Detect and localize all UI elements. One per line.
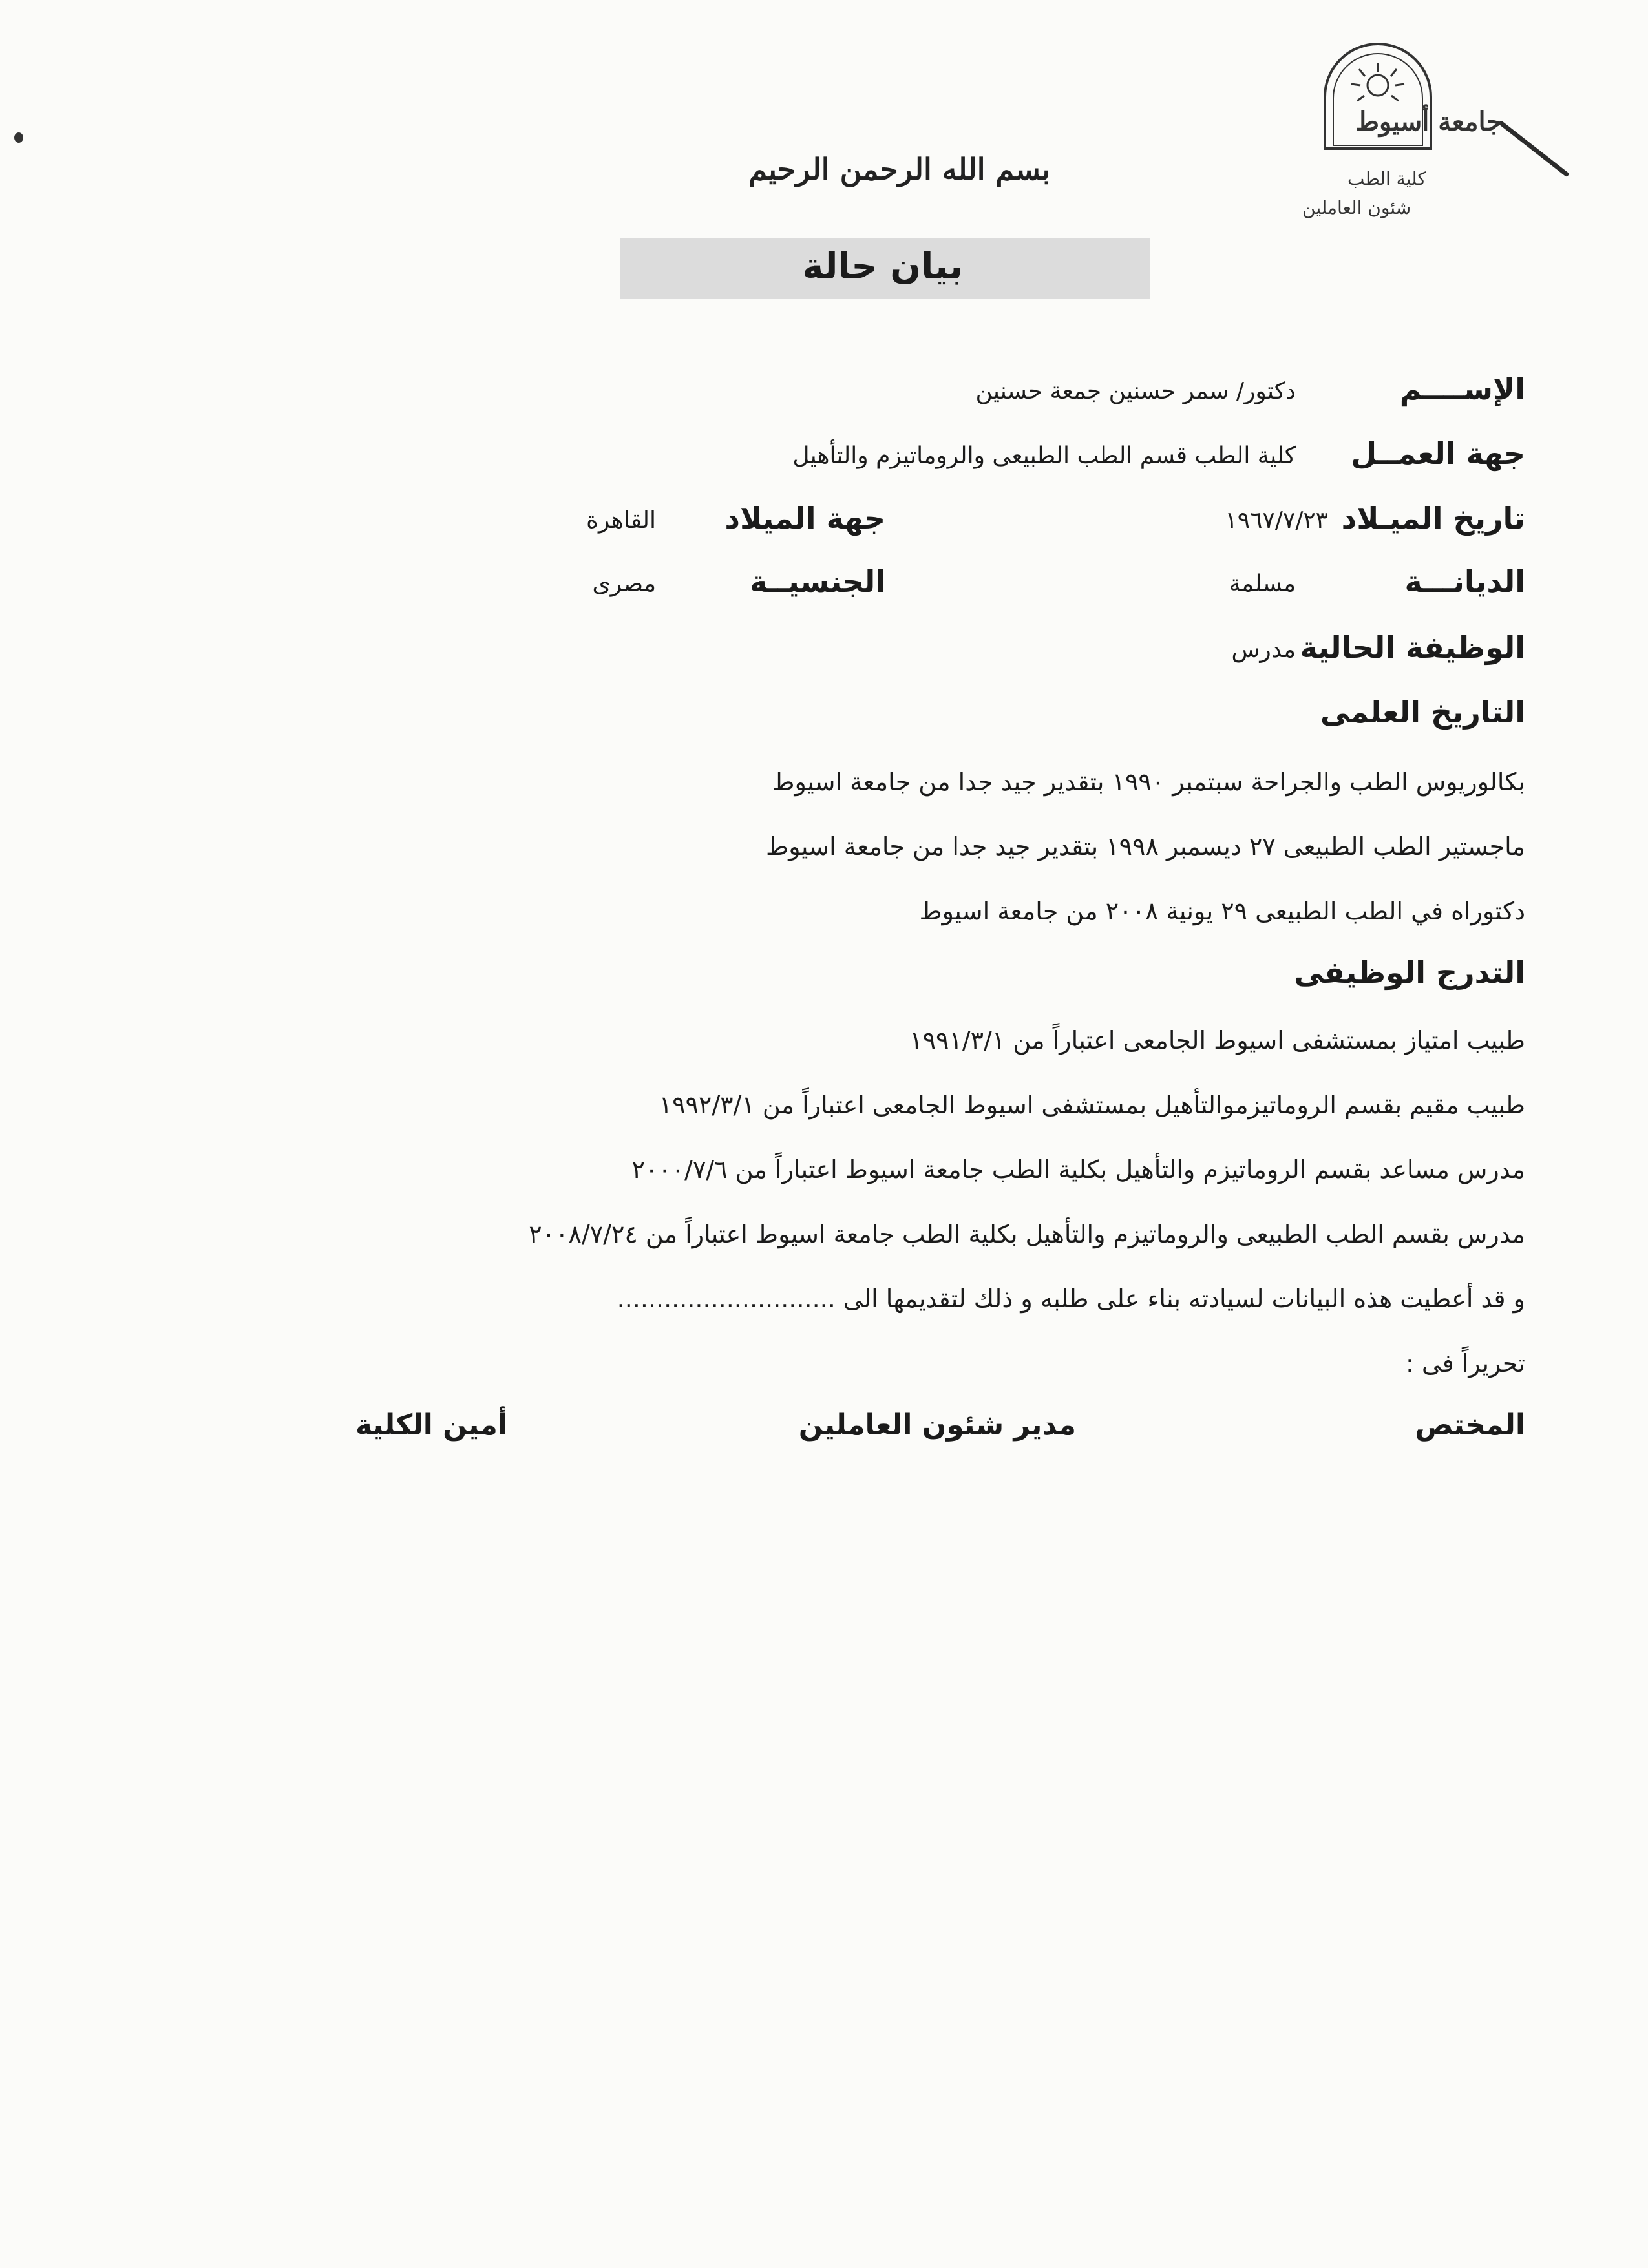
academic-heading: التاريخ العلمى [1320, 695, 1525, 730]
work-label: جهة العمــل [1351, 436, 1525, 471]
academic-item: دكتوراه في الطب الطبيعى ٢٩ يونية ٢٠٠٨ من جامعة اسيوط [919, 897, 1525, 925]
name-value: دكتور/ سمر حسنين جمعة حسنين [975, 378, 1296, 404]
job-label: الوظيفة الحالية [1300, 630, 1525, 665]
nationality-value: مصرى [592, 571, 656, 597]
signature-secretary: أمين الكلية [355, 1409, 507, 1442]
logo-university-name: جامعة أسيوط [1355, 107, 1503, 137]
dob-value: ١٩٦٧/٧/٢٣ [1225, 507, 1328, 534]
career-item: مدرس مساعد بقسم الروماتيزم والتأهيل بكلية الطب جامعة اسيوط اعتباراً من ٢٠٠٠/٧/٦ [631, 1155, 1525, 1184]
basmala: بسم الله الرحمن الرحيم [748, 152, 1050, 187]
career-item: طبيب مقيم بقسم الروماتيزموالتأهيل بمستشفى اسيوط الجامعى اعتباراً من ١٩٩٢/٣/١ [659, 1091, 1525, 1119]
job-value: مدرس [1231, 636, 1296, 663]
pob-value: القاهرة [586, 507, 656, 534]
page-title: بيان حالة [802, 246, 963, 288]
work-value: كلية الطب قسم الطب الطبيعى والروماتيزم والتأهيل [792, 443, 1296, 469]
nationality-label: الجنسيــة [750, 564, 885, 599]
career-item: طبيب امتياز بمستشفى اسيوط الجامعى اعتباراً من ١٩٩١/٣/١ [909, 1026, 1525, 1055]
career-item: مدرس بقسم الطب الطبيعى والروماتيزم والتأهيل بكلية الطب جامعة اسيوط اعتباراً من ٢٠٠٨/٧/٢٤ [529, 1220, 1525, 1248]
dob-label: تاريخ الميـلاد [1341, 501, 1525, 536]
pen-mark [1498, 120, 1570, 178]
religion-label: الديانـــة [1404, 564, 1525, 599]
logo-faculty-name: كلية الطب [1347, 168, 1426, 189]
scan-dot [14, 132, 23, 143]
statement-text: و قد أعطيت هذه البيانات لسيادته بناء على طلبه و ذلك لتقديمها الى ............................ [617, 1285, 1525, 1313]
pob-label: جهة الميلاد [724, 501, 885, 536]
academic-item: بكالوريوس الطب والجراحة سبتمبر ١٩٩٠ بتقدير جيد جدا من جامعة اسيوط [772, 768, 1525, 796]
university-logo [1302, 39, 1503, 239]
religion-value: مسلمة [1229, 571, 1296, 597]
logo-department-name: شئون العاملين [1302, 197, 1411, 218]
academic-item: ماجستير الطب الطبيعى ٢٧ ديسمبر ١٩٩٨ بتقدير جيد جدا من جامعة اسيوط [766, 832, 1525, 861]
signature-hr-manager: مدير شئون العاملين [798, 1409, 1076, 1442]
name-label: الإســــم [1399, 372, 1525, 406]
written-at: تحريراً فى : [1406, 1349, 1525, 1378]
career-heading: التدرج الوظيفى [1294, 955, 1525, 990]
signature-specialist: المختص [1415, 1409, 1525, 1442]
